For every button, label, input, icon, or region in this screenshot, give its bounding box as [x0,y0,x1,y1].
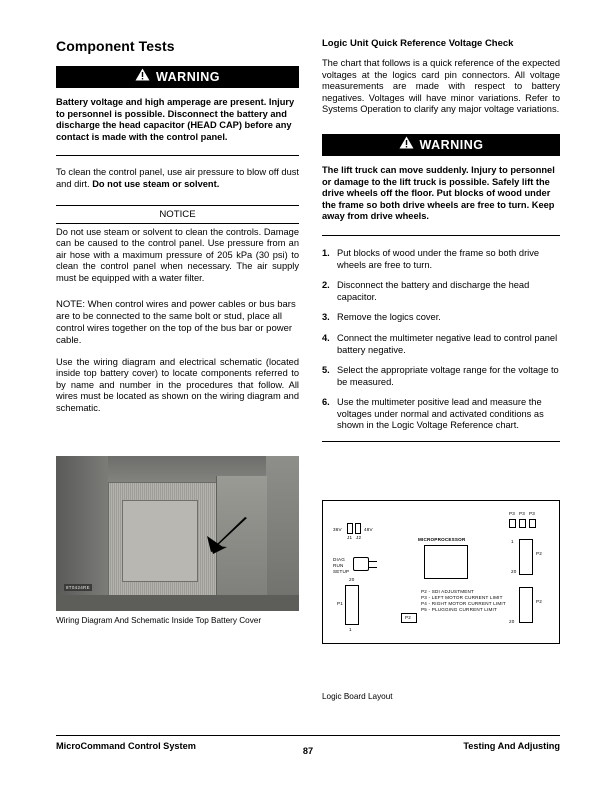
jumper-block-2 [355,523,361,534]
jumper-block-1 [347,523,353,534]
pot-p5 [509,519,516,528]
note-paragraph: NOTE: When control wires and power cables or bus bars are to be connected to the same bolt or stud, place all control wires together on the top of the bus bar or power cable. [56,298,296,346]
connector-p2-right [519,587,533,623]
diag-connector [353,557,369,571]
step-text: Select the appropriate voltage range for the voltage to be measured. [337,365,559,387]
divider-2 [322,235,560,236]
warning-text-1: Battery voltage and high amperage are present. Injury to personnel is possible. Disconnect the battery and discharge the head capacitor (HEAD CAP) before any contact is made with the control panel. [56,97,295,142]
step-number: 5. [322,365,330,376]
diagram-pin-1-right: 1 [511,539,514,544]
diagram-label-p4: P3 [519,511,526,516]
notice-body: Do not use steam or solvent to clean the controls. Damage can be caused to the control panel. Use pressure from an air hose with a maximum pressure of 205 kPa (30 psi) to clean the control panel when necessary. The air supply must be equipped with a water filter. [56,226,299,283]
clean-panel-bold-text: Do not use steam or solvent. [92,178,220,189]
photo-id-tag: 8T0424RE [66,585,90,590]
diagram-label-p2-right: P2 [536,551,543,556]
diagram-legend-p2: P2 - SDI ADJUSTMENT [421,589,475,594]
connector-p1-right [519,539,533,575]
notice-top-rule [56,205,299,206]
photo-region-right [266,456,299,611]
step-number: 2. [322,280,330,291]
diagram-label-p3: P3 [529,511,536,516]
notice-title: NOTICE [159,208,196,220]
list-item [322,312,560,324]
diagram-caption: Logic Board Layout [322,692,393,701]
footer-left-text: MicroCommand Control System [56,741,196,751]
warning-text-2: The lift truck can move suddenly. Injury to personnel or damage to the lift truck is possible. Safely lift the drive wheels off the floor. Put blocks of wood under the frame so both drive wheels are free to turn. Keep away from drive wheels. [322,164,555,222]
page-title: Component Tests [56,38,175,54]
pot-p3 [529,519,536,528]
diagram-label-p1-left: P1 [337,601,344,606]
step-text: Use the multimeter positive lead and measure the voltages under normal and activated conditions as shown in the Logic Voltage Reference chart. [337,397,544,431]
list-item [322,333,560,356]
photo-figure [56,456,299,625]
diagram-pin-1-left: 1 [349,627,352,632]
notice-block [56,205,299,285]
wiring-diagram-paragraph: Use the wiring diagram and electrical schematic (located inside top battery cover) to locate components referred to by name and number in the procedures that follow. All wires must be located as shown on the wiring diagram and schematic. [56,356,299,413]
clean-panel-text: To clean the control panel, use air pressure to blow off dust and dirt. [56,167,299,189]
left-column [56,38,299,425]
logic-board-diagram [322,500,560,644]
warning-label-2: WARNING [419,137,484,152]
footer-divider [56,735,560,736]
photo-region-schematic [122,500,198,582]
step-number: 3. [322,312,330,323]
step-text: Remove the logics cover. [337,312,441,323]
microprocessor-chip [424,545,468,579]
right-section-title: Logic Unit Quick Reference Voltage Check [322,38,514,49]
connector-p1-left [345,585,359,625]
diagram-label-p5: P3 [509,511,516,516]
list-item [322,397,560,432]
procedure-steps [322,248,560,432]
page-footer [56,735,560,756]
diagram-legend-p3: P3 - LEFT MOTOR CURRENT LIMIT [421,595,503,600]
footer-right-text: Testing And Adjusting [463,741,560,751]
step-number: 1. [322,247,330,258]
step-text: Disconnect the battery and discharge the head capacitor. [337,280,530,302]
diagram-pin-20-left: 20 [349,577,355,582]
clean-panel-paragraph [56,167,299,190]
voltage-check-intro: The chart that follows is a quick reference of the expected voltages at the logics card pin connectors. All voltage measurements are made with respect to battery negatives. Voltages will have minor variations. Refer to Systems Operation to clarify any major voltage variations. [322,58,560,115]
diagram-label-diag: DIAG [333,557,346,562]
divider-1 [56,155,299,156]
logic-board-figure [322,500,560,701]
photo-region-bottom [56,595,299,611]
diagram-pin-20-right-bottom: 20 [509,619,515,624]
diagram-pin-20-right-top: 20 [511,569,517,574]
warning-triangle-icon [135,68,150,86]
divider-3 [322,441,560,442]
warning-banner-2 [322,134,560,156]
right-column [322,38,560,442]
list-item [322,248,560,271]
step-number: 4. [322,332,330,343]
photo-caption: Wiring Diagram And Schematic Inside Top Battery Cover [56,616,262,625]
diagram-label-j1: J1 [347,535,353,540]
diagram-label-48v: 48V [364,527,373,532]
step-text: Put blocks of wood under the frame so both drive wheels are free to turn. [337,247,540,270]
warning-banner-1 [56,66,299,88]
warning-triangle-icon [399,136,414,154]
diag-connector-lead-2 [369,567,377,568]
diagram-label-run: RUN [333,563,344,568]
diagram-legend-p5: P5 - PLUGGING CURRENT LIMIT [421,607,498,612]
diagram-label-p2-bottom: P2 [405,615,412,620]
diagram-label-p2-lower: P2 [536,599,543,604]
notice-mid-rule [56,223,299,224]
photo-arrow-icon [201,516,249,556]
diagram-label-36v: 36V [333,527,342,532]
diagram-label-microprocessor: MICROPROCESSOR [418,537,466,542]
page-number: 87 [302,746,314,756]
list-item [322,280,560,303]
diagram-label-j2: J2 [356,535,362,540]
pot-p4 [519,519,526,528]
list-item [322,365,560,388]
diagram-legend-p4: P4 - RIGHT MOTOR CURRENT LIMIT [421,601,506,606]
step-number: 6. [322,397,330,408]
step-text: Connect the multimeter negative lead to control panel battery negative. [337,332,558,355]
diagram-label-setup: SETUP [333,569,350,574]
warning-label-1: WARNING [156,70,220,84]
battery-cover-photo [56,456,299,611]
diag-connector-lead-1 [369,561,377,562]
